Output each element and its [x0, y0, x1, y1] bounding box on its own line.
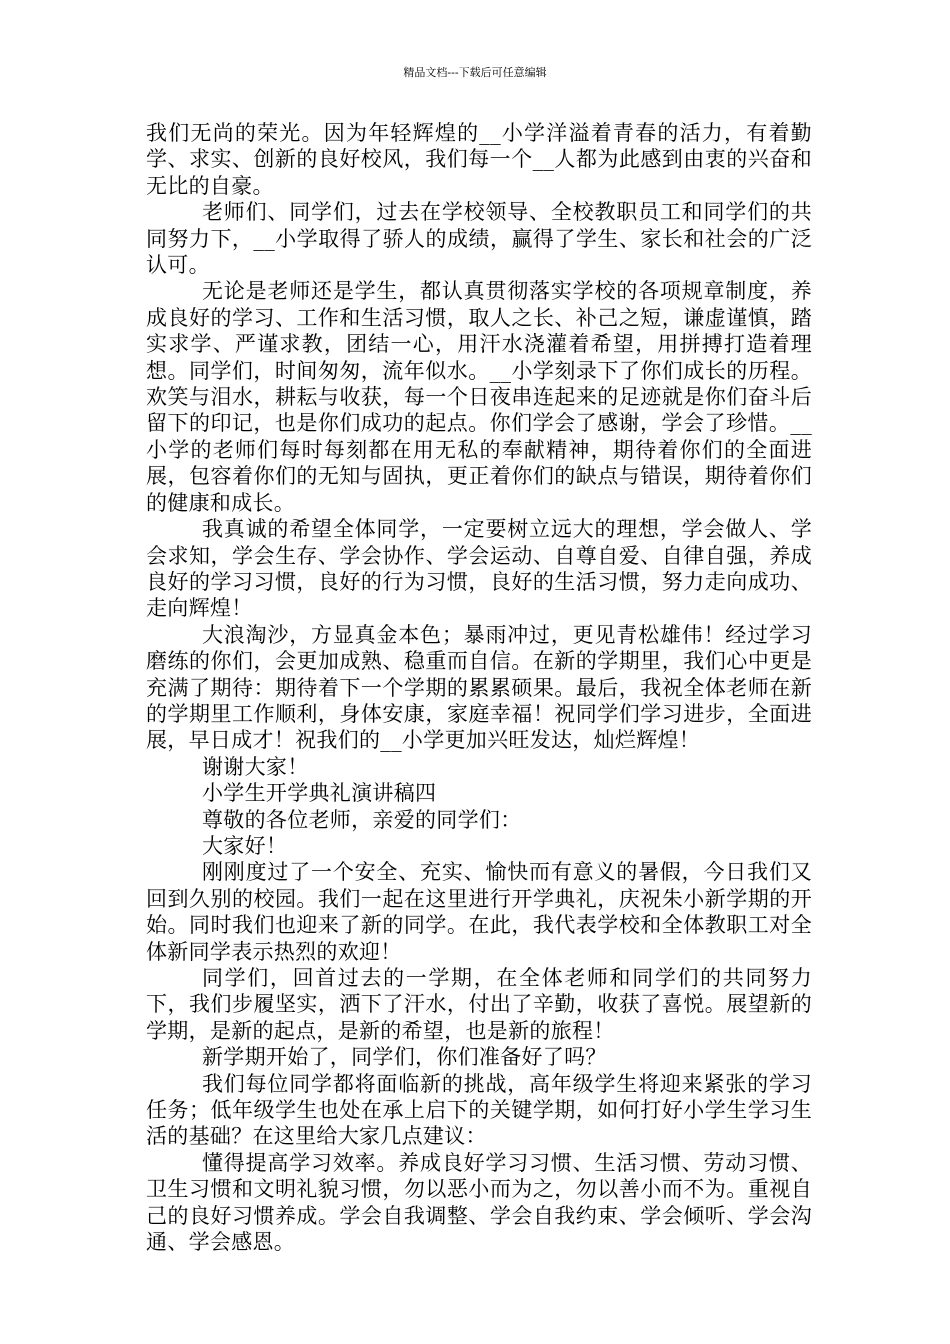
salutation: 尊敬的各位老师，亲爱的同学们： — [202, 807, 522, 832]
paragraph-10: 刚刚度过了一个安全、充实、愉快而有意义的暑假，今日我们又回到久别的校园。我们一起在这里进行开学典礼，庆祝朱小新学期的开始。同时我们也迎来了新的同学。在此，我代表学校和全体教职工对全体新同学表示热烈的欢迎！ — [146, 860, 812, 964]
paragraph-12: 新学期开始了，同学们，你们准备好了吗？ — [202, 1045, 607, 1070]
paragraph-11: 同学们，回首过去的一学期，在全体老师和同学们的共同努力下，我们步履坚实，洒下了汗水，付出了辛勤，收获了喜悦。展望新的学期，是新的起点，是新的希望，也是新的旅程！ — [146, 966, 812, 1043]
document-body — [146, 120, 812, 1255]
paragraph-13: 我们每位同学都将面临新的挑战，高年级学生将迎来紧张的学习任务；低年级学生也处在承上启下的关键学期，如何打好小学生学习生活的基础？在这里给大家几点建议： — [146, 1071, 812, 1149]
paragraph-5: 大浪淘沙，方显真金本色；暴雨冲过，更见青松雄伟！经过学习磨练的你们，会更加成熟、稳重而自信。在新的学期里，我们心中更是充满了期待：期待着下一个学期的累累硕果。最后，我祝全体老师在新的学期里工作顺利，身体安康，家庭幸福！祝同学们学习进步，全面进展，早日成才！祝我们的__小学更加兴旺发达，灿烂辉煌！ — [146, 622, 812, 753]
page-header: 精品文档---下载后可任意编辑 — [403, 66, 547, 79]
speech-title: 小学生开学典礼演讲稿四 — [202, 781, 437, 806]
paragraph-1: 我们无尚的荣光。因为年轻辉煌的__小学洋溢着青春的活力，有着勤学、求实、创新的良好校风，我们每一个__人都为此感到由衷的兴奋和无比的自豪。 — [146, 121, 812, 198]
greeting: 大家好！ — [202, 833, 288, 858]
paragraph-2: 老师们、同学们，过去在学校领导、全校教职员工和同学们的共同努力下，__小学取得了骄人的成绩，赢得了学生、家长和社会的广泛认可。 — [146, 200, 812, 278]
paragraph-thanks: 谢谢大家！ — [202, 754, 309, 779]
paragraph-14: 懂得提高学习效率。养成良好学习习惯、生活习惯、劳动习惯、卫生习惯和文明礼貌习惯，勿以恶小而为之，勿以善小而不为。重视自己的良好习惯养成。学会自我调整、学会自我约束、学会倾听、学会沟通、学会感恩。 — [146, 1150, 812, 1255]
paragraph-4: 我真诚的希望全体同学，一定要树立远大的理想，学会做人、学会求知，学会生存、学会协作、学会运动、自尊自爱、自律自强，养成良好的学习习惯，良好的行为习惯，良好的生活习惯，努力走向成功、走向辉煌！ — [146, 517, 812, 621]
paragraph-3: 无论是老师还是学生，都认真贯彻落实学校的各项规章制度，养成良好的学习、工作和生活习惯，取人之长、补己之短，谦虚谨慎，踏实求学、严谨求教，团结一心，用汗水浇灌着希望，用拼搏打造着理想。同学们，时间匆匆，流年似水。__小学刻录下了你们成长的历程。欢笑与泪水，耕耘与收获，每一个日夜串连起来的足迹就是你们奋斗后留下的印记，也是你们成功的起点。你们学会了感谢，学会了珍惜。__小学的老师们每时每刻都在用无私的奉献精神，期待着你们的全面进展，包容着你们的无知与固执，更正着你们的缺点与错误，期待着你们的健康和成长。 — [146, 279, 812, 515]
